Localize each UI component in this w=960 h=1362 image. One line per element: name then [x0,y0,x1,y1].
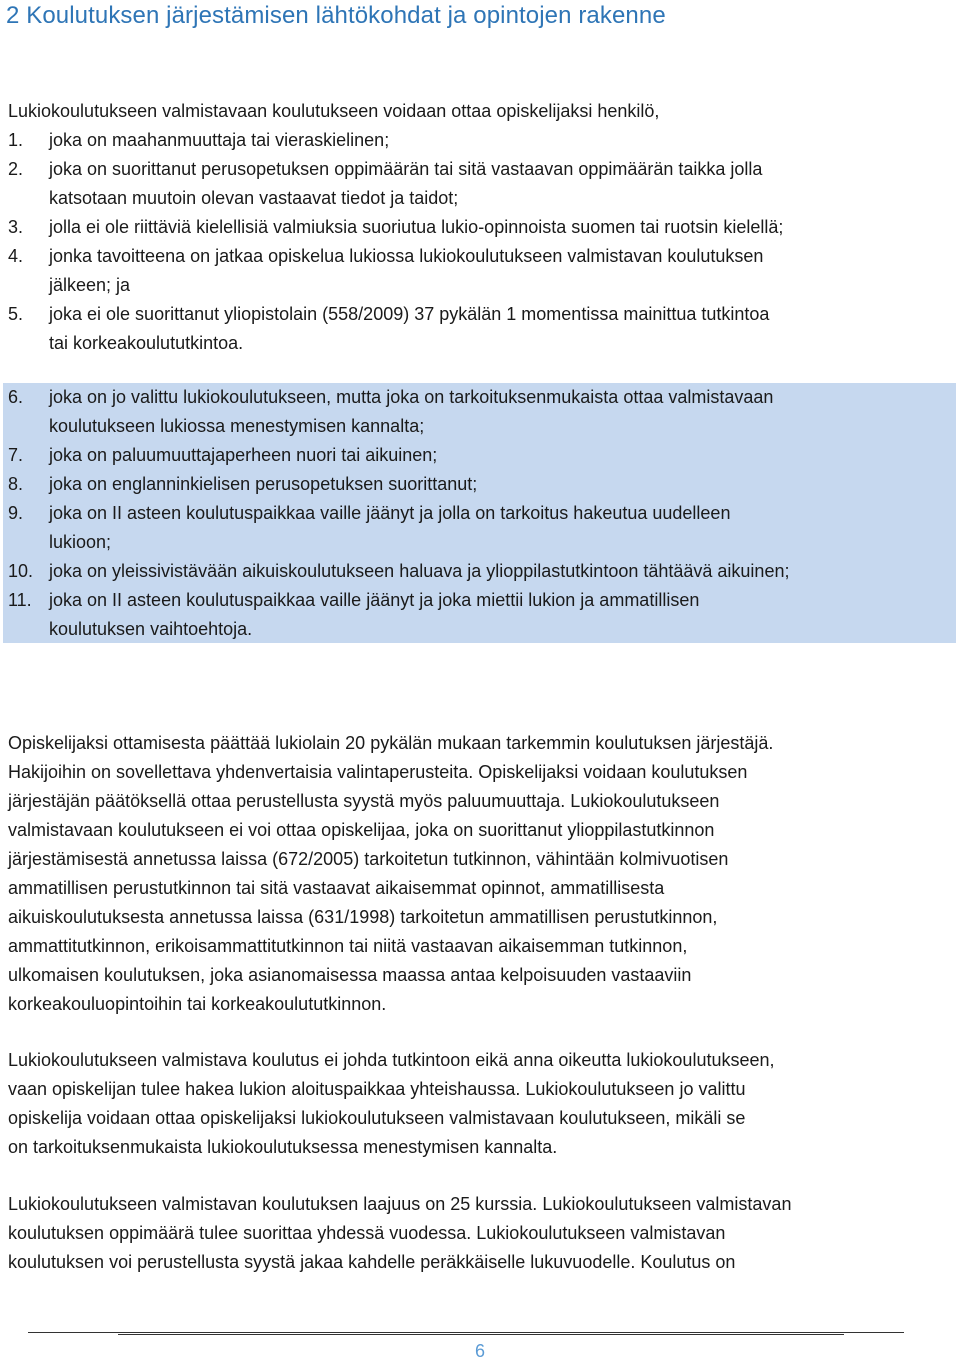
list-item [3,586,956,644]
list-item-line: joka on jo valittu lukiokoulutukseen, mutta joka on tarkoituksenmukaista ottaa valmistavaan [49,387,774,407]
list-item [3,441,956,470]
highlighted-criteria-list [3,383,956,643]
footer-divider [28,1332,904,1333]
paragraph-line: Lukiokoulutukseen valmistava koulutus ei johda tutkintoon eikä anna oikeutta lukiokoulutukseen, [8,1050,775,1070]
paragraph-scope [8,1190,953,1277]
list-item [3,470,956,499]
list-item-number: 5. [8,304,24,324]
list-item-line: lukioon; [49,532,112,552]
list-item-number: 2. [8,159,24,179]
paragraph-line: Hakijoihin on sovellettava yhdenvertaisia valintaperusteita. Opiskelijaksi voidaan koulutuksen [8,762,748,782]
list-item-line: joka ei ole suorittanut yliopistolain (558/2009) 37 pykälän 1 momentissa mainittua tutkintoa [49,304,770,324]
list-item-line: koulutukseen lukiossa menestymisen kannalta; [49,416,425,436]
list-item-line: katsotaan muutoin olevan vastaavat tiedot ja taidot; [49,188,459,208]
list-item [0,300,960,358]
list-item-line: joka on paluumuuttajaperheen nuori tai aikuinen; [49,445,438,465]
paragraph-line: on tarkoituksenmukaista lukiokoulutuksessa menestymisen kannalta. [8,1137,558,1157]
paragraph-no-degree [8,1046,953,1162]
paragraph-line: Opiskelijaksi ottamisesta päättää lukiolain 20 pykälän mukaan tarkemmin koulutuksen järjestäjä. [8,733,774,753]
paragraph-line: valmistavaan koulutukseen ei voi ottaa opiskelijaa, joka on suorittanut ylioppilastutkinnon [8,820,715,840]
paragraph-line: korkeakouluopintoihin tai korkeakoulututkinnon. [8,994,387,1014]
paragraph-line: ammattitutkinnon, erikoisammattitutkinnon tai niitä vastaavan aikaisemman tutkinnon, [8,936,688,956]
paragraph-line: koulutuksen oppimäärä tulee suorittaa yhdessä vuodessa. Lukiokoulutukseen valmistavan [8,1223,726,1243]
list-item [3,383,956,441]
list-item-line: jälkeen; ja [49,275,131,295]
list-item-line: jolla ei ole riittäviä kielellisiä valmiuksia suoriutua lukio-opinnoista suomen tai ruotsin kielellä; [49,217,784,237]
list-item-number: 8. [8,474,24,494]
list-item-line: joka on maahanmuuttaja tai vieraskielinen; [49,130,390,150]
list-item-line: joka on englanninkielisen perusopetuksen suorittanut; [49,474,478,494]
intro-sentence: Lukiokoulutukseen valmistavaan koulutukseen voidaan ottaa opiskelijaksi henkilö, [8,101,660,121]
paragraph-line: koulutuksen voi perustellusta syystä jakaa kahdelle peräkkäiselle lukuvuodelle. Koulutus on [8,1252,736,1272]
list-item [0,126,960,155]
list-item [0,213,960,242]
list-item [0,155,960,213]
paragraph-line: Lukiokoulutukseen valmistavan koulutuksen laajuus on 25 kurssia. Lukiokoulutukseen valmistavan [8,1194,792,1214]
list-item-number: 10. [8,561,34,581]
page-number: 6 [474,1341,485,1361]
paragraph-line: ulkomaisen koulutuksen, joka asianomaisessa maassa antaa kelpoisuuden vastaaviin [8,965,692,985]
paragraph-line: aikuiskoulutuksesta annetussa laissa (631/1998) tarkoitetun ammatillisen perustutkinnon, [8,907,718,927]
list-item-line: koulutuksen vaihtoehtoja. [49,619,253,639]
list-item-number: 4. [8,246,24,266]
list-item-line: joka on yleissivistävään aikuiskoulutukseen haluava ja ylioppilastutkintoon tähtäävä aikuinen; [49,561,790,581]
admission-criteria-list [0,126,960,358]
paragraph-line: järjestäjän päätöksellä ottaa perustellusta syystä myös paluumuuttaja. Lukiokoulutukseen [8,791,720,811]
paragraph-line: ammatillisen perustutkinnon tai sitä vastaavat aikaisemmat opinnot, ammatillisesta [8,878,665,898]
paragraph-line: opiskelija voidaan ottaa opiskelijaksi lukiokoulutukseen valmistavaan koulutukseen, mikäli se [8,1108,746,1128]
list-item-line: joka on II asteen koulutuspaikkaa vaille jäänyt ja jolla on tarkoitus hakeutua uudelleen [49,503,731,523]
list-item-number: 3. [8,217,24,237]
list-item-number: 1. [8,130,24,150]
list-item-line: tai korkeakoulututkintoa. [49,333,244,353]
paragraph-admission-decision [8,729,953,1019]
list-item-number: 9. [8,503,24,523]
footer-divider-inner [118,1334,844,1335]
section-heading: 2 Koulutuksen järjestämisen lähtökohdat ja opintojen rakenne [6,2,666,29]
list-item-number: 11. [8,590,32,610]
list-item-line: joka on II asteen koulutuspaikkaa vaille jäänyt ja joka miettii lukion ja ammatillisen [49,590,700,610]
list-item-number: 6. [8,387,24,407]
list-item-number: 7. [8,445,24,465]
list-item-line: joka on suorittanut perusopetuksen oppimäärän tai sitä vastaavan oppimäärän taikka jolla [49,159,763,179]
paragraph-line: järjestämisestä annetussa laissa (672/2005) tarkoitetun tutkinnon, vähintään kolmivuotisen [8,849,729,869]
list-item-line: jonka tavoitteena on jatkaa opiskelua lukiossa lukiokoulutukseen valmistavan koulutuksen [49,246,764,266]
list-item [3,499,956,557]
list-item [3,557,956,586]
list-item [0,242,960,300]
paragraph-line: vaan opiskelijan tulee hakea lukion aloituspaikkaa yhteishaussa. Lukiokoulutukseen jo valittu [8,1079,746,1099]
